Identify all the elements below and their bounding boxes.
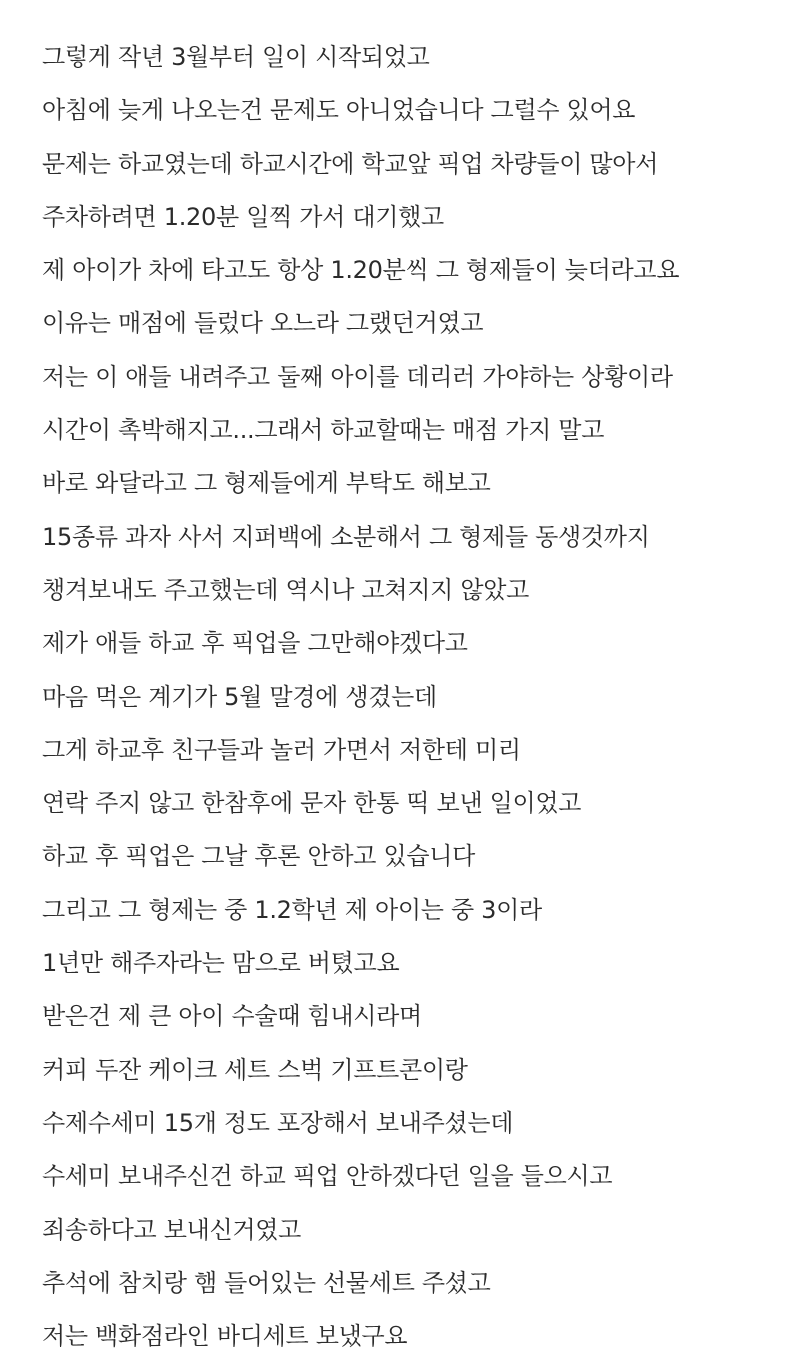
text-line: 1년만 해주자라는 맘으로 버텼고요 [42,949,400,978]
text-line: 수세미 보내주신건 하교 픽업 안하겠다던 일을 들으시고 [42,1162,613,1191]
text-line: 15종류 과자 사서 지퍼백에 소분해서 그 형제들 동생것까지 [42,522,650,551]
text-line: 수제수세미 15개 정도 포장해서 보내주셨는데 [42,1108,514,1137]
text-line: 하교 후 픽업은 그날 후론 안하고 있습니다 [42,842,476,871]
text-line: 연락 주지 않고 한참후에 문자 한통 띡 보낸 일이었고 [42,789,582,818]
text-line: 제가 애들 하교 후 픽업을 그만해야겠다고 [42,629,468,658]
text-line: 그렇게 작년 3월부터 일이 시작되었고 [42,43,430,71]
text-line: 시간이 촉박해지고...그래서 하교할때는 매점 가지 말고 [42,416,605,445]
text-line: 제 아이가 차에 타고도 항상 1.20분씩 그 형제들이 늦더라고요 [42,256,680,285]
text-line: 문제는 하교였는데 하교시간에 학교앞 픽업 차량들이 많아서 [42,149,659,178]
text-line: 죄송하다고 보내신거였고 [42,1215,302,1244]
text-line: 그게 하교후 친구들과 놀러 가면서 저한테 미리 [42,735,521,764]
text-line: 이유는 매점에 들렀다 오느라 그랬던거였고 [42,309,484,338]
text-line: 마음 먹은 계기가 5월 말경에 생겼는데 [42,682,437,711]
text-line: 그리고 그 형제는 중 1.2학년 제 아이는 중 3이라 [42,895,542,924]
text-line: 주차하려면 1.20분 일찍 가서 대기했고 [42,202,444,231]
text-line: 저는 백화점라인 바디세트 보냈구요 [42,1322,408,1351]
post-body [42,38,782,1370]
text-line: 저는 이 애들 내려주고 둘째 아이를 데리러 가야하는 상황이라 [42,362,673,391]
text-line: 아침에 늦게 나오는건 문제도 아니었습니다 그럴수 있어요 [42,96,636,125]
text-line: 챙겨보내도 주고했는데 역시나 고쳐지지 않았고 [42,575,529,604]
text-line: 커피 두잔 케이크 세트 스벅 기프트콘이랑 [42,1055,468,1084]
text-line: 추석에 참치랑 햄 들어있는 선물세트 주셨고 [42,1268,491,1297]
text-line: 바로 와달라고 그 형제들에게 부탁도 해보고 [42,469,491,498]
text-line: 받은건 제 큰 아이 수술때 힘내시라며 [42,1002,422,1031]
